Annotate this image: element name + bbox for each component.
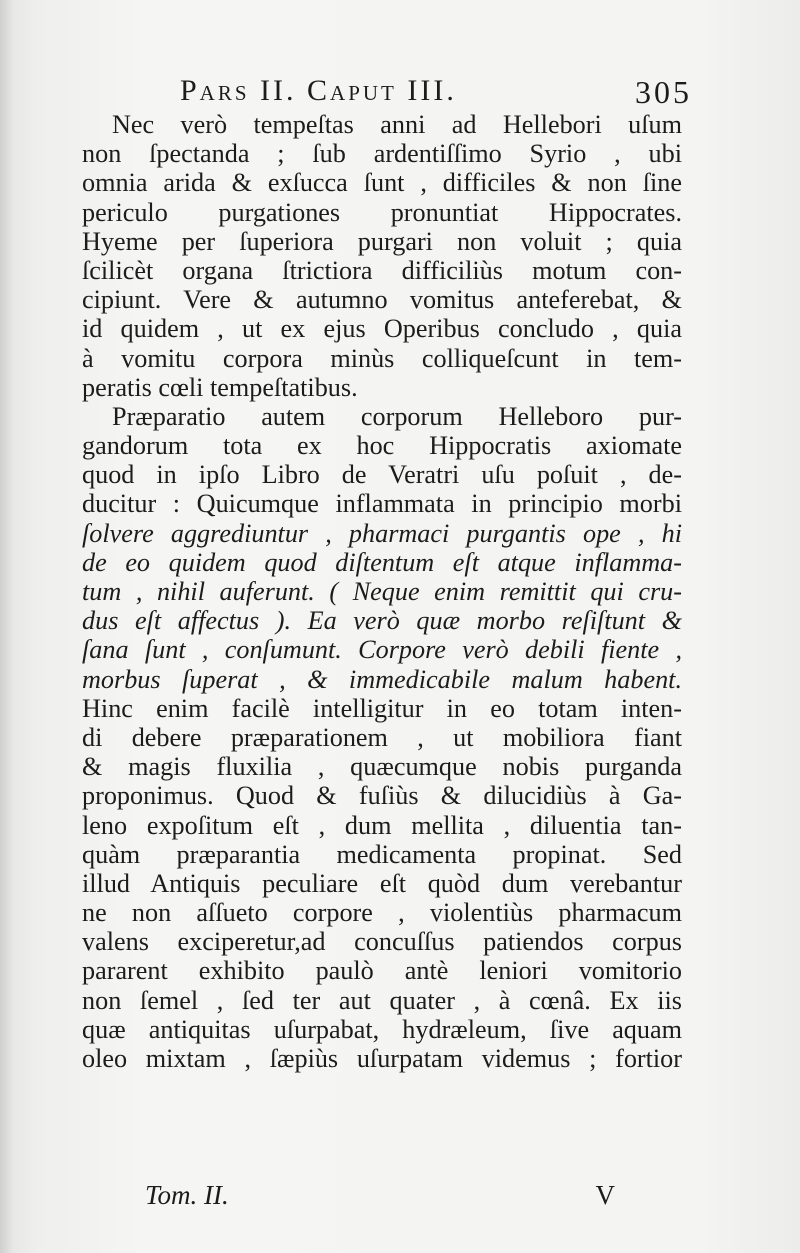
text-line: Præparatio autem corporum Helleboro pur- <box>112 401 682 431</box>
page-footer <box>145 1180 615 1220</box>
body-text <box>82 110 682 1073</box>
text-line: di debere præparationem , ut mobiliora fiant <box>82 722 682 752</box>
text-line: proponimus. Quod & fuſiùs & dilucidiùs à Ga- <box>82 781 682 811</box>
text-line: valens exciperetur,ad concuſſus patiendos corpus <box>82 927 682 957</box>
text-line: à vomitu corpora minùs colliqueſcunt in tem- <box>82 343 682 373</box>
text-line: peratis cœli tempeſtatibus. <box>82 372 358 402</box>
text-line: tum , nihil auferunt. ( Neque enim remittit qui cru- <box>82 577 682 606</box>
text-line: quod in ipſo Libro de Veratri uſu poſuit , de- <box>82 460 682 490</box>
text-line: dus eſt affectus ). Ea verò quæ morbo reſiſtunt & <box>82 606 682 636</box>
text-line: ducitur : Quicumque inflammata in principio morbi <box>82 489 682 519</box>
text-line: quàm præparantia medicamenta propinat. Sed <box>82 839 682 869</box>
text-line: de eo quidem quod diſtentum eſt atque inflamma- <box>82 547 682 577</box>
text-line: quæ antiquitas uſurpabat, hydræleum, ſive aquam <box>82 1014 682 1044</box>
text-line: Hinc enim facilè intelligitur in eo totam inten- <box>82 693 682 723</box>
text-line: illud Antiquis peculiare eſt quòd dum verebantur <box>82 868 682 898</box>
text-line: ſolvere aggrediuntur , pharmaci purgantis ope , hi <box>82 518 682 548</box>
running-head-title: Pars II. Caput III. <box>180 74 457 107</box>
text-line: ſana ſunt , conſumunt. Corpore verò debili fiente , <box>82 635 682 665</box>
text-line: periculo purgationes pronuntiat Hippocrates. <box>82 197 682 227</box>
text-line: & magis fluxilia , quæcumque nobis purganda <box>82 752 682 782</box>
page-gutter-shadow <box>0 0 14 1253</box>
text-line: non ſpectanda ; ſub ardentiſſimo Syrio , ubi <box>82 139 682 169</box>
text-line: pararent exhibito paulò antè leniori vomitorio <box>82 956 682 986</box>
text-line: gandorum tota ex hoc Hippocratis axiomate <box>82 431 682 461</box>
text-line: non ſemel , ſed ter aut quater , à cœnâ. Ex iis <box>82 985 682 1015</box>
text-line: id quidem , ut ex ejus Operibus concludo , quia <box>82 314 682 344</box>
text-line: morbus ſuperat , & immedicabile malum habent. <box>82 664 682 694</box>
text-line: cipiunt. Vere & autumno vomitus anteferebat, & <box>82 285 682 315</box>
text-line: ne non aſſueto corpore , violentiùs pharmacum <box>82 898 682 928</box>
text-line: ſcilicèt organa ſtrictiora difficiliùs motum con- <box>82 255 682 285</box>
signature-mark: V <box>595 1180 615 1210</box>
text-line: oleo mixtam , ſæpiùs uſurpatam videmus ; fortior <box>82 1044 682 1073</box>
text-line: Hyeme per ſuperiora purgari non voluit ; quia <box>82 226 682 256</box>
text-line: Nec verò tempeſtas anni ad Hellebori uſum <box>112 110 682 139</box>
text-line: leno expoſitum eſt , dum mellita , diluentia tan- <box>82 810 682 840</box>
page-number: 305 <box>635 74 692 110</box>
running-head <box>80 74 692 114</box>
text-line: omnia arida & exſucca ſunt , difficiles & non ſine <box>82 168 682 198</box>
volume-signature: Tom. II. <box>145 1180 229 1210</box>
